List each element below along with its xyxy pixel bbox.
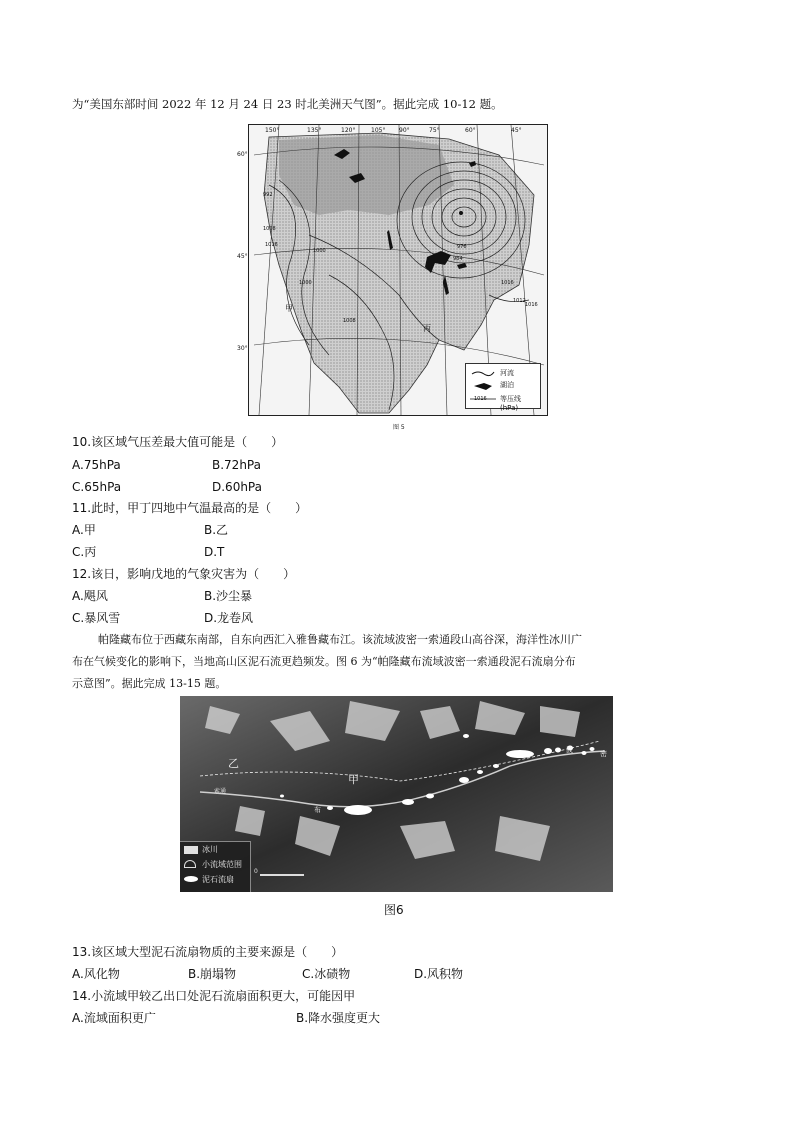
q11-stem: 11.此时，甲丁四地中气温最高的是（ ） xyxy=(72,501,308,515)
q13-stem: 13.该区域大型泥石流扇物质的主要来源是（ ） xyxy=(72,945,344,959)
legend-lake: 湖泊 xyxy=(500,381,514,389)
lon-label: 135° xyxy=(307,127,322,134)
q14-stem: 14.小流域甲较乙出口处泥石流扇面积更大，可能因甲 xyxy=(72,989,356,1003)
q11-option-b[interactable]: B.乙 xyxy=(204,523,229,537)
q11-option-d[interactable]: D.T xyxy=(204,545,225,559)
isobar-value: 1016 xyxy=(265,242,278,248)
intro-13-15-line1: 帕隆藏布位于西藏东南部，自东向西汇入雅鲁藏布江。该流域波密一索通段山高谷深，海洋性冰川广 xyxy=(98,633,582,646)
q10-option-c[interactable]: C.65hPa xyxy=(72,480,122,494)
q13-option-d[interactable]: D.风积物 xyxy=(414,967,464,981)
intro-13-15-line3: 示意图”。据此完成 13-15 题。 xyxy=(72,677,227,690)
legend-glacier: 冰川 xyxy=(202,845,218,854)
intro-10-12: 为“美国东部时间 2022 年 12 月 24 日 23 时北美洲天气图”。据此完成 10-12 题。 xyxy=(72,97,503,111)
lon-label: 150° xyxy=(265,127,280,134)
scale-bar xyxy=(260,874,304,876)
lake-legend-icon xyxy=(474,383,492,390)
legend-isobar: 等压线 (hPa) xyxy=(500,395,521,412)
q10-option-b[interactable]: B.72hPa xyxy=(212,458,261,472)
place-label-bing: 丙 xyxy=(423,324,431,333)
legend-isobar-sample: 1016 xyxy=(474,396,487,402)
isobar-value: 976 xyxy=(457,244,467,250)
place-label-jia: 甲 xyxy=(285,304,293,313)
river-legend-icon xyxy=(472,372,494,376)
q12-option-c[interactable]: C.暴风雪 xyxy=(72,611,121,625)
q12-option-d[interactable]: D.龙卷风 xyxy=(204,611,254,625)
q13-option-b[interactable]: B.崩塌物 xyxy=(188,967,237,981)
isobar-value: 1000 xyxy=(299,280,312,286)
lat-label: 60° xyxy=(237,151,248,158)
isobar-value: 1016 xyxy=(525,302,538,308)
label-suotong: 索通 xyxy=(214,788,227,795)
q12-option-b[interactable]: B.沙尘暴 xyxy=(204,589,253,603)
q12-stem: 12.该日，影响戊地的气象灾害为（ ） xyxy=(72,567,296,581)
q10-option-d[interactable]: D.60hPa xyxy=(212,480,262,494)
scale-zero: 0 xyxy=(254,868,258,875)
label-jia: 甲 xyxy=(348,773,359,786)
low-pressure-center xyxy=(459,211,463,215)
q14-option-a[interactable]: A.流域面积更广 xyxy=(72,1011,156,1025)
figure-5-caption: 图 5 xyxy=(393,424,405,431)
figure-6-caption: 图6 xyxy=(384,903,404,917)
q10-option-a[interactable]: A.75hPa xyxy=(72,458,121,472)
lon-label: 75° xyxy=(429,127,440,134)
q11-option-a[interactable]: A.甲 xyxy=(72,523,96,537)
figure-5-weather-map xyxy=(237,124,548,416)
q13-option-c[interactable]: C.冰碛物 xyxy=(302,967,351,981)
isobar-value: 1000 xyxy=(313,248,326,254)
q12-option-a[interactable]: A.飓风 xyxy=(72,589,108,603)
label-bo: 波 xyxy=(566,746,573,754)
q14-option-b[interactable]: B.降水强度更大 xyxy=(296,1011,381,1025)
label-yi: 乙 xyxy=(228,757,239,770)
isobar-value: 992 xyxy=(263,192,273,198)
figure-6-terrain-map xyxy=(180,696,613,892)
lon-label: 45° xyxy=(511,127,522,134)
figure-5-legend xyxy=(465,363,541,412)
basin-legend-icon xyxy=(184,860,196,868)
lon-label: 105° xyxy=(371,127,386,134)
isobar-value: 1008 xyxy=(343,318,356,324)
legend-river: 河流 xyxy=(500,369,514,377)
intro-13-15-line2: 布在气候变化的影响下，当地高山区泥石流更趋频发。图 6 为“帕隆藏布流域波密一索通段泥石流扇分布 xyxy=(72,655,576,668)
lon-label: 60° xyxy=(465,127,476,134)
legend-basin: 小流域范围 xyxy=(202,860,242,869)
q11-option-c[interactable]: C.丙 xyxy=(72,545,97,559)
label-bu: 布 xyxy=(314,806,321,814)
lon-label: 90° xyxy=(399,127,410,134)
lat-label: 45° xyxy=(237,253,248,260)
isobar-value: 1008 xyxy=(263,226,276,232)
q10-stem: 10.该区域气压差最大值可能是（ ） xyxy=(72,435,284,449)
figure-6-legend xyxy=(180,841,251,892)
label-mi: 密 xyxy=(600,750,607,758)
legend-fan: 泥石流扇 xyxy=(202,875,234,884)
lat-label: 30° xyxy=(237,345,248,352)
q13-option-a[interactable]: A.风化物 xyxy=(72,967,120,981)
lon-label: 120° xyxy=(341,127,356,134)
isobar-value: 1012 xyxy=(513,298,526,304)
fan-legend-icon xyxy=(184,876,198,882)
isobar-value: 984 xyxy=(453,256,463,262)
glacier-legend-icon xyxy=(184,846,198,854)
isobar-value: 1016 xyxy=(501,280,514,286)
